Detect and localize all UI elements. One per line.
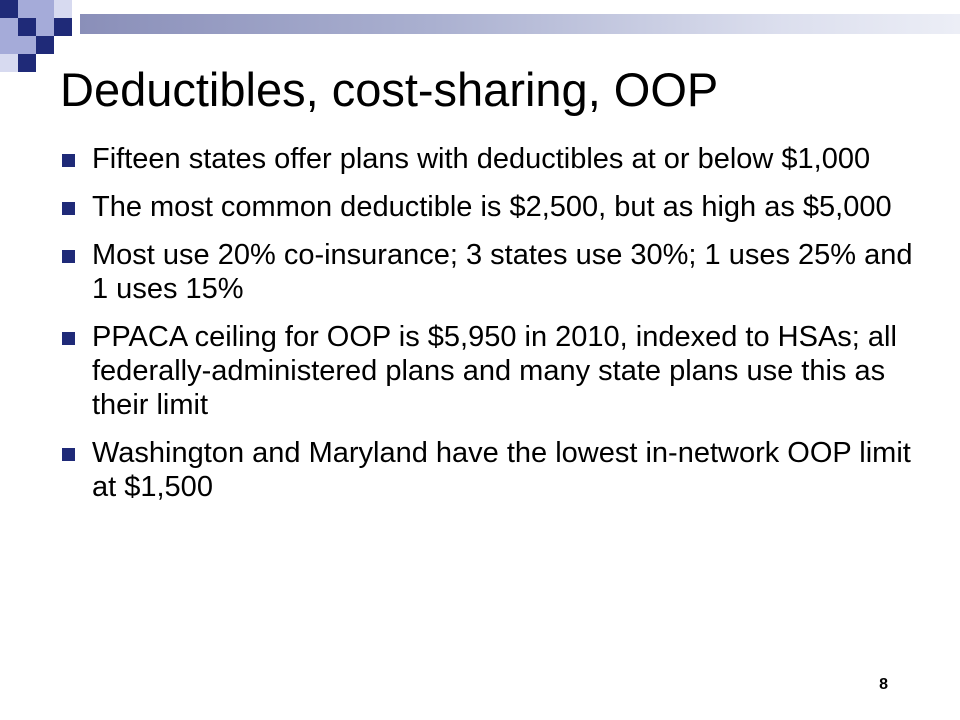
bullet-text: Most use 20% co-insurance; 3 states use 30%; 1 uses 25% and 1 uses 15% (92, 239, 913, 305)
corner-square-decoration (18, 18, 36, 36)
page-number: 8 (879, 676, 888, 693)
bullet-item (62, 238, 922, 306)
square-bullet-icon (62, 332, 75, 345)
header-gradient-bar (80, 14, 960, 34)
bullet-text: The most common deductible is $2,500, but as high as $5,000 (92, 191, 892, 223)
bullet-text: Fifteen states offer plans with deductibles at or below $1,000 (92, 143, 871, 175)
bullet-text: PPACA ceiling for OOP is $5,950 in 2010, indexed to HSAs; all federally-administered plans and many state plans use this as their limit (92, 321, 897, 421)
corner-square-decoration (18, 54, 36, 72)
corner-square-decoration (0, 54, 18, 72)
corner-square-decoration (36, 36, 54, 54)
bullet-list (62, 142, 922, 518)
corner-square-decoration (18, 36, 36, 54)
slide-title: Deductibles, cost-sharing, OOP (60, 63, 719, 116)
corner-square-decoration (0, 18, 18, 36)
bullet-item (62, 190, 922, 224)
corner-square-decoration (18, 0, 36, 18)
square-bullet-icon (62, 448, 75, 461)
square-bullet-icon (62, 202, 75, 215)
corner-square-decoration (0, 0, 18, 18)
corner-square-decoration (54, 18, 72, 36)
bullet-item (62, 436, 922, 504)
bullet-text: Washington and Maryland have the lowest in-network OOP limit at $1,500 (92, 437, 911, 503)
square-bullet-icon (62, 154, 75, 167)
corner-square-decoration (36, 0, 54, 18)
square-bullet-icon (62, 250, 75, 263)
corner-square-decoration (0, 36, 18, 54)
corner-square-decoration (36, 18, 54, 36)
corner-square-decoration (54, 0, 72, 18)
bullet-item (62, 320, 922, 422)
bullet-item (62, 142, 922, 176)
